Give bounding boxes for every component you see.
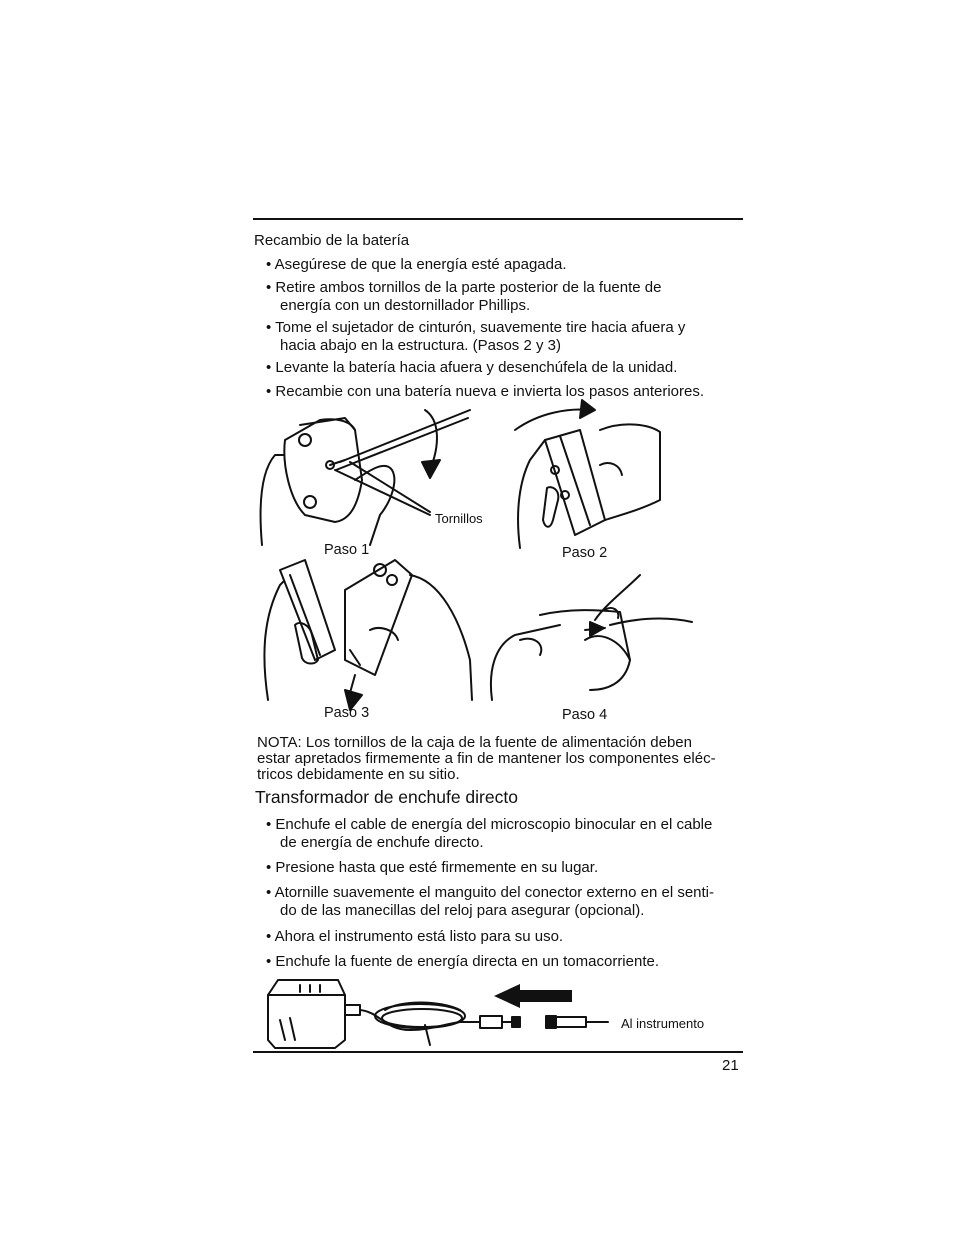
note-line: estar apretados firmemente a fin de mantener los componentes eléc- <box>257 750 716 767</box>
screws-label: Tornillos <box>435 511 483 526</box>
bullet-text: • Tome el sujetador de cinturón, suavemente tire hacia afuera y <box>266 319 686 336</box>
bullet-text: • Atornille suavemente el manguito del conector externo en el senti- <box>266 884 715 901</box>
page-number: 21 <box>722 1057 739 1074</box>
note-line: NOTA: Los tornillos de la caja de la fuente de alimentación deben <box>257 734 692 751</box>
bullet-text-cont: de energía de enchufe directo. <box>280 833 484 851</box>
direction-arrow-icon <box>494 984 572 1008</box>
step1-caption: Paso 1 <box>324 542 370 558</box>
bullet-text-cont: do de las manecillas del reloj para asegurar (opcional). <box>280 901 645 919</box>
step3-caption: Paso 3 <box>324 705 370 721</box>
section-title-battery: Recambio de la batería <box>254 232 410 249</box>
step2-caption: Paso 2 <box>562 545 608 561</box>
bullet-text: • Asegúrese de que la energía esté apagada. <box>266 256 567 273</box>
bottom-rule <box>253 1051 743 1053</box>
bullet-text: • Enchufe la fuente de energía directa en un tomacorriente. <box>266 953 660 970</box>
bullet-text: • Enchufe el cable de energía del microscopio binocular en el cable <box>266 816 713 833</box>
bullet-text: • Recambie con una batería nueva e invierta los pasos anteriores. <box>266 383 705 400</box>
step4-caption: Paso 4 <box>562 707 608 723</box>
bullet-text-cont: energía con un destornillador Phillips. <box>280 296 531 314</box>
bullet-text: • Presione hasta que esté firmemente en su lugar. <box>266 859 599 876</box>
note-line: tricos debidamente en su sitio. <box>257 766 460 783</box>
bullet-text: • Levante la batería hacia afuera y desenchúfela de la unidad. <box>266 359 678 376</box>
section-title-transformer: Transformador de enchufe directo <box>255 787 518 807</box>
bullet-text: • Ahora el instrumento está listo para su uso. <box>266 928 564 945</box>
bullet-text: • Retire ambos tornillos de la parte posterior de la fuente de <box>266 279 662 296</box>
to-instrument-label: Al instrumento <box>621 1016 705 1031</box>
bullet-text-cont: hacia abajo en la estructura. (Pasos 2 y 3) <box>280 336 561 354</box>
